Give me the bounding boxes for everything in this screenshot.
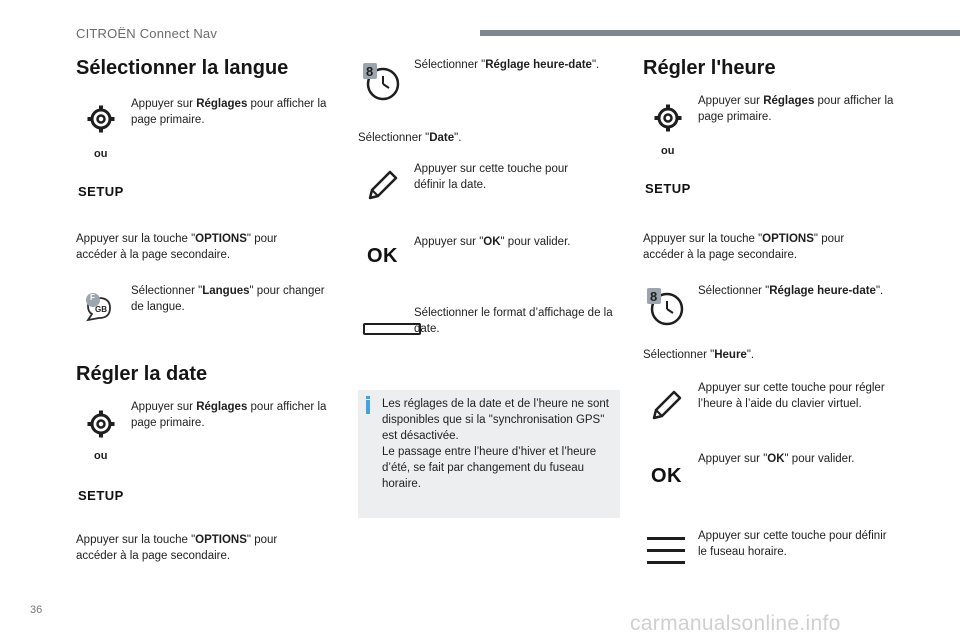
info-icon <box>366 400 370 414</box>
language-flag-icon <box>82 290 120 324</box>
gear-icon <box>653 103 683 133</box>
step-text: Appuyer sur cette touche pour régler l’heure à l’aide du clavier virtuel. <box>698 382 885 410</box>
note-text: Les réglages de la date et de l’heure ne sont disponibles que si la "synchronisation GPS" est désactivée. Le passage entre l’heure d’hiver et l’heure d’été, se fait par changement du fuseau horaire. <box>382 398 609 490</box>
watermark: carmanualsonline.info <box>630 612 841 635</box>
step-text: Appuyer sur Réglages pour afficher la page primaire. <box>131 98 327 126</box>
step-text: Appuyer sur "OK" pour valider. <box>414 236 571 248</box>
pencil-icon <box>364 168 400 204</box>
clock-8-icon <box>646 285 686 327</box>
section-title-heure: Régler l'heure <box>643 57 776 79</box>
step-text: Appuyer sur cette touche pour définir le fuseau horaire. <box>698 530 887 558</box>
step-text: Sélectionner le format d’affichage de la date. <box>414 307 613 335</box>
section-title-date: Régler la date <box>76 363 208 385</box>
clock-digit: 8 <box>366 64 374 79</box>
step-text: Appuyer sur cette touche pour définir la date. <box>414 163 569 191</box>
or-label: ou <box>94 148 108 160</box>
running-header: CITROËN Connect Nav <box>76 26 218 41</box>
step-text: Appuyer sur Réglages pour afficher la page primaire. <box>131 401 327 429</box>
info-icon-dot <box>366 396 370 399</box>
step-text: Sélectionner "Réglage heure-date". <box>414 59 600 71</box>
or-label: ou <box>661 145 675 157</box>
gear-icon <box>86 104 116 134</box>
gear-icon <box>86 409 116 439</box>
step-text: Appuyer sur Réglages pour afficher la page primaire. <box>698 95 894 123</box>
header-bar <box>480 30 960 36</box>
pencil-icon <box>648 388 684 424</box>
setup-button-label: SETUP <box>645 181 691 196</box>
clock-8-icon <box>362 60 402 102</box>
flag-letter-f: F <box>90 293 95 302</box>
page-number: 36 <box>30 604 43 616</box>
setup-button-label: SETUP <box>78 184 124 199</box>
ok-button-label: OK <box>367 245 398 267</box>
step-text: Appuyer sur la touche "OPTIONS" pour accéder à la page secondaire. <box>76 233 278 261</box>
step-text: Sélectionner "Date". <box>358 132 462 144</box>
flag-letter-gb: GB <box>95 305 107 314</box>
or-label: ou <box>94 450 108 462</box>
step-text: Sélectionner "Heure". <box>643 349 755 361</box>
date-format-bar-icon <box>363 323 421 335</box>
ok-button-label: OK <box>651 465 682 487</box>
step-text: Sélectionner "Réglage heure-date". <box>698 285 884 297</box>
step-text: Appuyer sur la touche "OPTIONS" pour accéder à la page secondaire. <box>643 233 845 261</box>
setup-button-label: SETUP <box>78 488 124 503</box>
section-title-langue: Sélectionner la langue <box>76 57 289 79</box>
step-text: Appuyer sur "OK" pour valider. <box>698 453 855 465</box>
step-text: Appuyer sur la touche "OPTIONS" pour accéder à la page secondaire. <box>76 534 278 562</box>
clock-digit: 8 <box>650 289 658 304</box>
step-text: Sélectionner "Langues" pour changer de langue. <box>131 285 325 313</box>
menu-lines-icon <box>647 535 685 567</box>
